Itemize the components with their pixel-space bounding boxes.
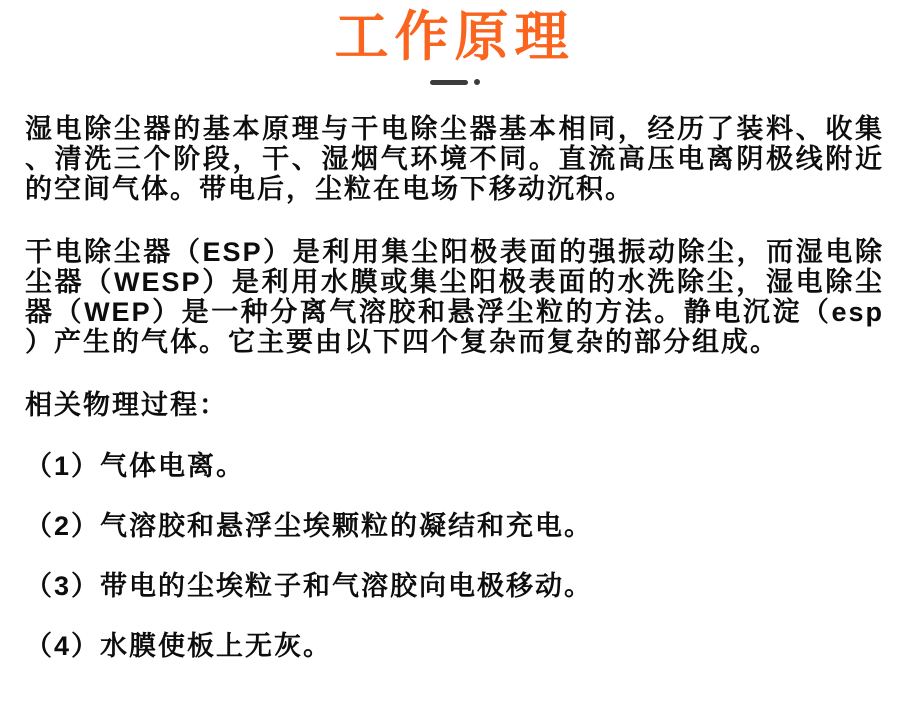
list-heading: 相关物理过程： (25, 390, 228, 420)
divider-dot-shape (474, 79, 480, 85)
paragraph-esp-wesp-comparison: 干电除尘器（ESP）是利用集尘阳极表面的强振动除尘，而湿电除尘器（WESP）是利用水膜或集尘阳极表面的水洗除尘，湿电除尘器（WEP）是一种分离气溶胶和悬浮尘粒的方法。静电沉淀（esp）产生的气体。它主要由以下四个复杂而复杂的部分组成。 (25, 237, 884, 357)
list-item-2: （2）气溶胶和悬浮尘埃颗粒的凝结和充电。 (25, 511, 594, 541)
list-item-1: （1）气体电离。 (25, 451, 246, 481)
title-divider (25, 76, 884, 88)
divider-line-shape (430, 80, 468, 85)
list-item-3: （3）带电的尘埃粒子和气溶胶向电极移动。 (25, 571, 594, 601)
page-title: 工作原理 (334, 7, 575, 67)
list-item-4: （4）水膜使板上无灰。 (25, 631, 333, 661)
paragraph-basic-principle: 湿电除尘器的基本原理与干电除尘器基本相同，经历了装料、收集、清洗三个阶段，干、湿烟气环境不同。直流高压电离阴极线附近的空间气体。带电后，尘粒在电场下移动沉积。 (25, 114, 884, 204)
